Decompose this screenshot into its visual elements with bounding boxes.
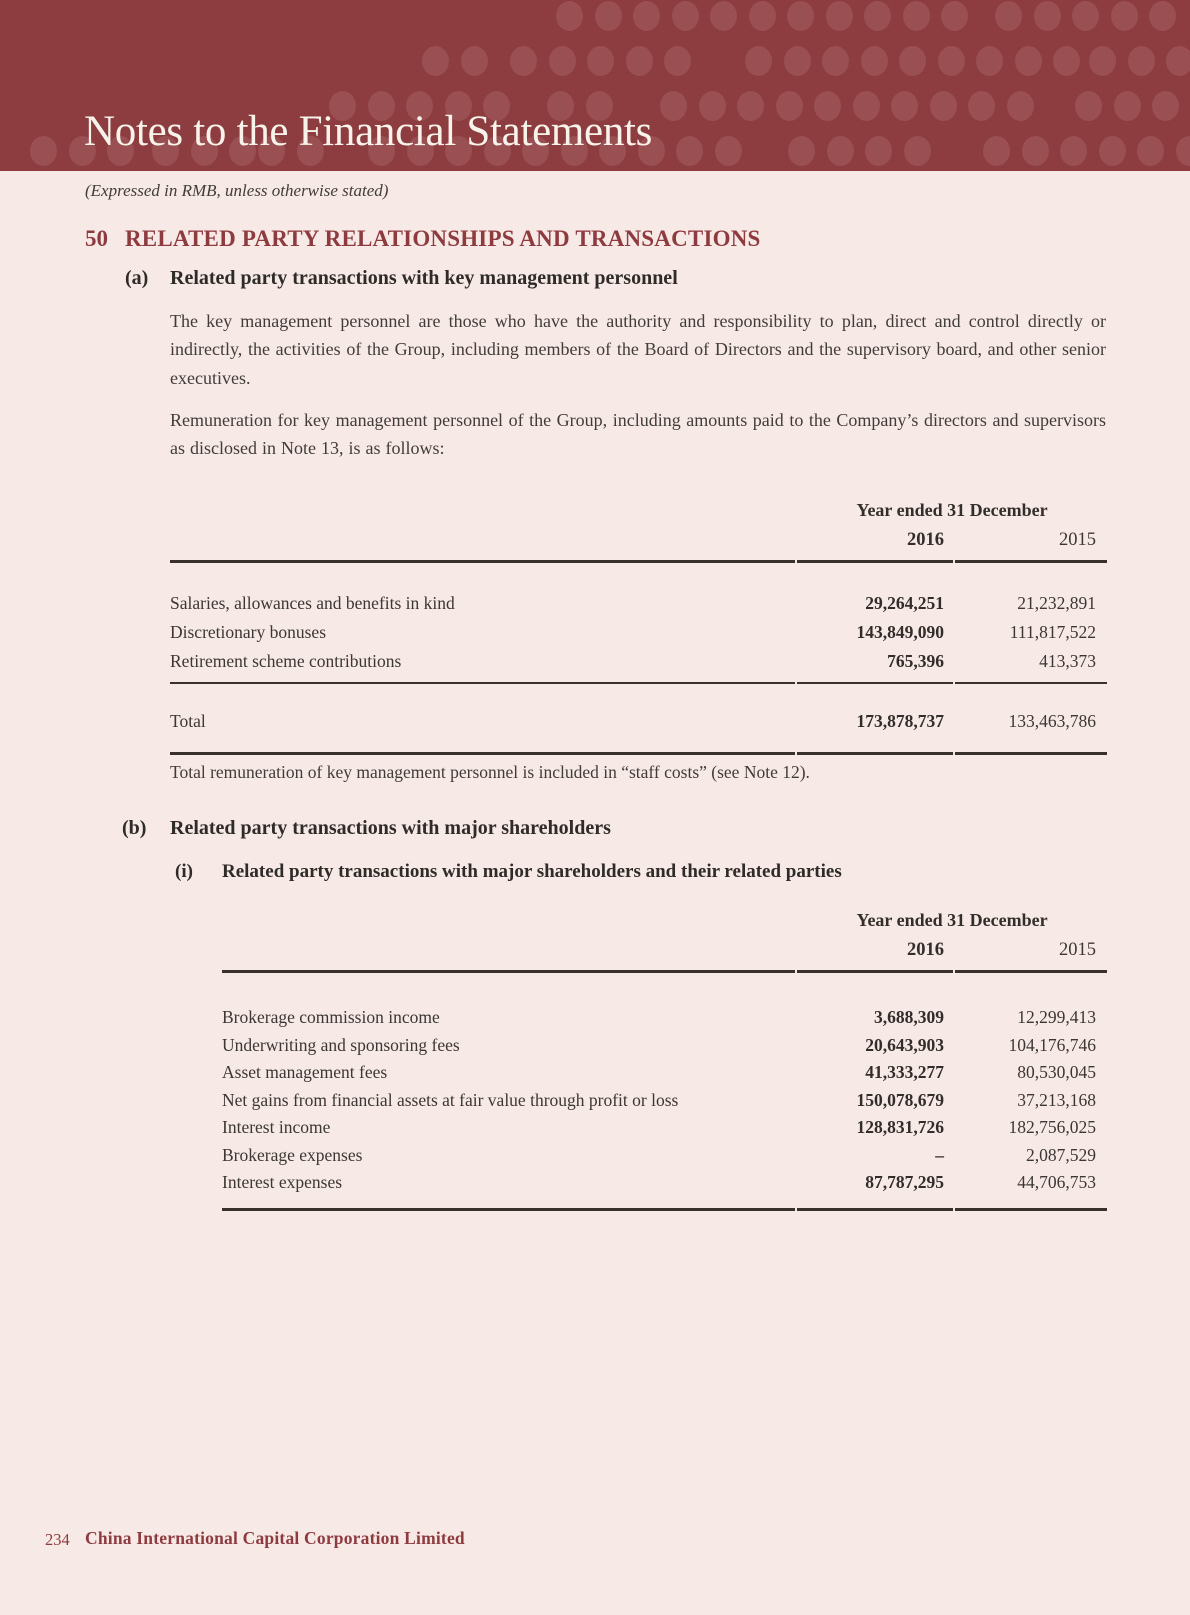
decorative-dot bbox=[626, 46, 653, 76]
decorative-dot bbox=[853, 91, 880, 121]
value-2016: 3,688,309 bbox=[874, 1007, 944, 1027]
table-row bbox=[222, 1144, 1107, 1166]
table-rule-bottom bbox=[222, 1208, 1107, 1211]
value-2015: 413,373 bbox=[1039, 651, 1096, 671]
value-2016: 173,878,737 bbox=[856, 711, 944, 731]
section-number: 50 bbox=[85, 226, 108, 251]
item-i-title: Related party transactions with major shareholders and their related parties bbox=[222, 861, 842, 882]
value-2015: 182,756,025 bbox=[1008, 1117, 1096, 1137]
decorative-dot bbox=[904, 136, 931, 166]
row-label: Salaries, allowances and benefits in kind bbox=[170, 593, 455, 613]
row-label: Brokerage commission income bbox=[222, 1007, 440, 1027]
table-row bbox=[222, 1089, 1107, 1111]
year-columns-header bbox=[222, 940, 1107, 961]
decorative-dot bbox=[715, 136, 742, 166]
value-2016: 128,831,726 bbox=[856, 1117, 944, 1137]
column-2016-header: 2016 bbox=[907, 940, 944, 960]
page-title: Notes to the Financial Statements bbox=[84, 108, 653, 155]
period-header: Year ended 31 December bbox=[856, 910, 1048, 930]
value-2016: 150,078,679 bbox=[856, 1090, 944, 1110]
decorative-dot bbox=[30, 136, 57, 166]
decorative-dot bbox=[672, 1, 699, 31]
decorative-dot bbox=[1149, 1, 1176, 31]
decorative-dot bbox=[899, 46, 926, 76]
value-2016: 41,333,277 bbox=[865, 1062, 944, 1082]
decorative-dot bbox=[1022, 136, 1049, 166]
decorative-dot bbox=[1007, 91, 1034, 121]
remuneration-table bbox=[170, 496, 1107, 758]
table-rule-bottom bbox=[170, 752, 1107, 755]
row-label: Asset management fees bbox=[222, 1062, 388, 1082]
value-2015: 133,463,786 bbox=[1008, 711, 1096, 731]
decorative-dot bbox=[1075, 91, 1102, 121]
table-row bbox=[222, 1171, 1107, 1193]
value-2016: 20,643,903 bbox=[865, 1035, 944, 1055]
subsection-a-label: (a) bbox=[125, 267, 149, 289]
decorative-dot bbox=[737, 91, 764, 121]
value-2016: 87,787,295 bbox=[865, 1172, 944, 1192]
decorative-dot bbox=[1060, 136, 1087, 166]
decorative-dot bbox=[749, 1, 776, 31]
decorative-dot bbox=[1015, 46, 1042, 76]
row-label: Retirement scheme contributions bbox=[170, 651, 402, 671]
staff-costs-note: Total remuneration of key management personnel is included in “staff costs” (see Note 12). bbox=[170, 762, 810, 782]
decorative-dot bbox=[660, 91, 687, 121]
decorative-dot bbox=[784, 46, 811, 76]
decorative-dot bbox=[941, 1, 968, 31]
decorative-dot bbox=[865, 136, 892, 166]
decorative-dot bbox=[461, 46, 488, 76]
row-label: Brokerage expenses bbox=[222, 1145, 363, 1165]
decorative-dot bbox=[595, 1, 622, 31]
decorative-dot bbox=[633, 1, 660, 31]
total-row bbox=[170, 710, 1107, 732]
value-2015: 80,530,045 bbox=[1017, 1062, 1096, 1082]
page-header-banner bbox=[0, 0, 1190, 171]
decorative-dot bbox=[787, 1, 814, 31]
value-2016: 765,396 bbox=[887, 651, 944, 671]
decorative-dot bbox=[861, 46, 888, 76]
decorative-dot bbox=[549, 46, 576, 76]
row-label: Interest income bbox=[222, 1117, 331, 1137]
decorative-dot bbox=[664, 46, 691, 76]
row-label: Interest expenses bbox=[222, 1172, 343, 1192]
spacer bbox=[222, 940, 797, 961]
decorative-dot bbox=[1114, 91, 1141, 121]
column-2015-header: 2015 bbox=[1059, 940, 1096, 960]
decorative-dot bbox=[422, 46, 449, 76]
decorative-dot bbox=[676, 136, 703, 166]
decorative-dot bbox=[976, 46, 1003, 76]
decorative-dot bbox=[556, 1, 583, 31]
period-header: Year ended 31 December bbox=[856, 500, 1048, 520]
value-2016: 143,849,090 bbox=[856, 622, 944, 642]
decorative-dot bbox=[938, 46, 965, 76]
column-2016-header: 2016 bbox=[907, 530, 944, 550]
table-row bbox=[222, 1006, 1107, 1028]
decorative-dot bbox=[1111, 1, 1138, 31]
decorative-dot bbox=[822, 46, 849, 76]
decorative-dot bbox=[510, 46, 537, 76]
row-label: Underwriting and sponsoring fees bbox=[222, 1035, 460, 1055]
paragraph-key-management: The key management personnel are those who have the authority and responsibility to plan, direct and control directly or indirectly, the activities of the Group, including members of the Board of Directors and the supervisory board, and other senior executives. bbox=[170, 311, 1106, 388]
table-rule-subtotal bbox=[170, 682, 1107, 684]
decorative-dot bbox=[968, 91, 995, 121]
spacer bbox=[170, 530, 797, 551]
page-number: 234 bbox=[45, 1530, 70, 1549]
row-label: Total bbox=[170, 711, 206, 731]
table-rule-top bbox=[222, 970, 1107, 973]
value-2015: 104,176,746 bbox=[1008, 1035, 1096, 1055]
column-2015-header: 2015 bbox=[1059, 530, 1096, 550]
decorative-dot bbox=[587, 46, 614, 76]
decorative-dot bbox=[1176, 136, 1190, 166]
item-i-label: (i) bbox=[175, 861, 193, 882]
decorative-dot bbox=[826, 1, 853, 31]
decorative-dot bbox=[1089, 46, 1116, 76]
table-row bbox=[222, 1034, 1107, 1056]
value-2016: – bbox=[935, 1145, 944, 1165]
decorative-dot bbox=[1072, 1, 1099, 31]
decorative-dot bbox=[891, 91, 918, 121]
table-row bbox=[170, 621, 1107, 643]
value-2015: 44,706,753 bbox=[1017, 1172, 1096, 1192]
decorative-dot bbox=[1053, 46, 1080, 76]
subsection-b-label: (b) bbox=[122, 817, 147, 839]
decorative-dot bbox=[710, 1, 737, 31]
shareholder-transactions-table bbox=[222, 902, 1107, 1214]
company-name: China International Capital Corporation Limited bbox=[85, 1528, 465, 1548]
table-row bbox=[170, 650, 1107, 672]
decorative-dot bbox=[930, 91, 957, 121]
row-label: Net gains from financial assets at fair value through profit or loss bbox=[222, 1090, 679, 1110]
row-label: Discretionary bonuses bbox=[170, 622, 327, 642]
decorative-dot bbox=[827, 136, 854, 166]
section-title: RELATED PARTY RELATIONSHIPS AND TRANSACTIONS bbox=[125, 226, 761, 251]
value-2015: 37,213,168 bbox=[1017, 1090, 1096, 1110]
table-row bbox=[222, 1116, 1107, 1138]
value-2015: 12,299,413 bbox=[1017, 1007, 1096, 1027]
decorative-dot bbox=[745, 46, 772, 76]
decorative-dot bbox=[1137, 136, 1164, 166]
year-columns-header bbox=[170, 530, 1107, 551]
table-rule-top bbox=[170, 560, 1107, 563]
subsection-b-title: Related party transactions with major shareholders bbox=[170, 817, 611, 839]
decorative-dot bbox=[983, 136, 1010, 166]
decorative-dot bbox=[864, 1, 891, 31]
subsection-a-title: Related party transactions with key management personnel bbox=[170, 267, 678, 289]
decorative-dot bbox=[1099, 136, 1126, 166]
decorative-dot bbox=[1034, 1, 1061, 31]
decorative-dot bbox=[995, 1, 1022, 31]
decorative-dot bbox=[1128, 46, 1155, 76]
decorative-dot bbox=[903, 1, 930, 31]
value-2016: 29,264,251 bbox=[865, 593, 944, 613]
decorative-dot bbox=[814, 91, 841, 121]
decorative-dot bbox=[788, 136, 815, 166]
table-row bbox=[170, 592, 1107, 614]
decorative-dot bbox=[1166, 46, 1190, 76]
value-2015: 21,232,891 bbox=[1017, 593, 1096, 613]
decorative-dot bbox=[776, 91, 803, 121]
paragraph-remuneration: Remuneration for key management personnel of the Group, including amounts paid to the Company’s directors and supervisors as disclosed in Note 13, is as follows: bbox=[170, 410, 1106, 459]
value-2015: 2,087,529 bbox=[1026, 1145, 1096, 1165]
value-2015: 111,817,522 bbox=[1009, 622, 1096, 642]
decorative-dot bbox=[699, 91, 726, 121]
currency-note: (Expressed in RMB, unless otherwise stated) bbox=[85, 181, 389, 200]
table-row bbox=[222, 1061, 1107, 1083]
decorative-dot bbox=[1152, 91, 1179, 121]
